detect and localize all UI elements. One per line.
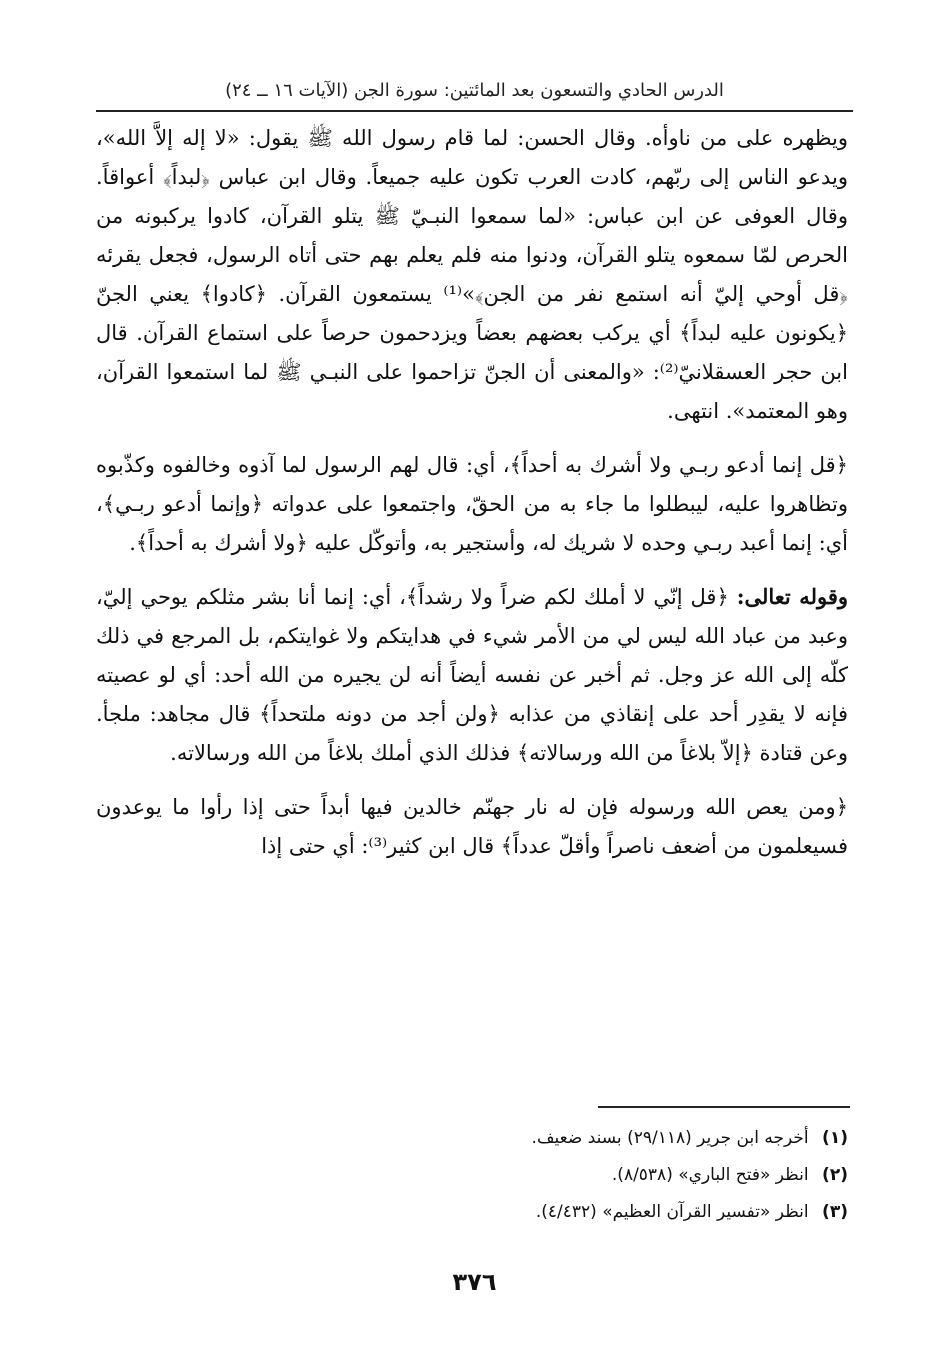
running-header: الدرس الحادي والتسعون بعد المائتين: سورة الجن (الآيات ١٦ ــ ٢٤)	[225, 80, 724, 101]
footnote-2-text: انظر «فتح الباري» (٨/٥٣٨).	[611, 1165, 809, 1185]
footnote-2-number: (٢)	[822, 1165, 848, 1185]
paragraph-3-lead: وقوله تعالى:	[736, 584, 848, 609]
paragraph-4	[96, 787, 848, 866]
footnote-1-number: (١)	[822, 1128, 848, 1148]
paragraph-3	[96, 577, 848, 773]
paragraph-2-text: ﴿قل إنما أدعو ربـي ولا أشرك به أحداً﴾، أي: قال لهم الرسول لما آذوه وخالفوه وكذّبوه وتظاهروا عليه، ليبطلوا ما جاء به من الحقّ، واجتمعوا على عدواته ﴿وإنما أدعو ربـي﴾، أي: إنما أعبد ربـي وحده لا شريك له، وأستجير به، وأتوكّل عليه ﴿ولا أشرك به أحداً﴾.	[96, 453, 848, 555]
main-text	[96, 118, 848, 866]
header-divider	[96, 110, 853, 112]
footnote-3-number: (٣)	[822, 1202, 848, 1222]
footnote-3-text: انظر «تفسير القرآن العظيم» (٤/٤٣٢).	[535, 1202, 809, 1222]
footnote-1	[96, 1120, 848, 1157]
page-number: ٣٧٦	[452, 1268, 497, 1296]
paragraph-1-text: ويظهره على من ناوأه. وقال الحسن: لما قام رسول الله ﷺ يقول: «لا إله إلاَّ الله»، ويدعو الناس إلى ربّهم، كادت العرب تكون عليه جميعاً. وقال ابن عباس ﴿لبداً﴾ أعواقاً. وقال العوفى عن ابن عباس: «لما سمعوا النبـيّ ﷺ يتلو القرآن، كادوا يركبونه من الحرص لمّا سمعوه يتلو القرآن، ودنوا منه فلم يعلم بهم حتى أتاه الرسول، فجعل يقرئه ﴿قل أوحي إليّ أنه استمع نفر من الجن﴾»⁽¹⁾ يستمعون القرآن. ﴿كادوا﴾ يعني الجنّ ﴿يكونون عليه لبداً﴾ أي يركب بعضهم بعضاً ويزدحمون حرصاً على استماع القرآن. قال ابن حجر العسقلانيّ⁽²⁾: «والمعنى أن الجنّ تزاحموا على النبـي ﷺ لما استمعوا القرآن، وهو المعتمد». انتهى.	[96, 126, 848, 423]
footnote-divider	[598, 1106, 850, 1108]
paragraph-4-text: ﴿ومن يعص الله ورسوله فإن له نار جهنّم خالدين فيها أبداً حتى إذا رأوا ما يوعدون فسيعلمون من أضعف ناصراً وأقلّ عدداً﴾ قال ابن كثير⁽³⁾: أي حتى إذا	[96, 795, 848, 858]
footnote-1-text: أخرجه ابن جرير (٢٩/١١٨) بسند ضعيف.	[531, 1128, 809, 1148]
paragraph-2	[96, 445, 848, 563]
paragraph-1	[96, 118, 848, 431]
footnotes	[96, 1120, 848, 1231]
paragraph-3-text: ﴿قل إنّي لا أملك لكم ضراً ولا رشداً﴾، أي: إنما أنا بشر مثلكم يوحي إليّ، وعبد من عباد الله ليس لي من الأمر شيء في هدايتكم ولا غوايتكم، بل المرجع في ذلك كلّه إلى الله عز وجل. ثم أخبر عن نفسه أيضاً أنه لن يجيره من الله أحد: أي لو عصيته فإنه لا يقدِر أحد على إنقاذي من عذابه ﴿ولن أجد من دونه ملتحداً﴾ قال مجاهد: ملجأ. وعن قتادة ﴿إلاّ بلاغاً من الله ورسالاته﴾ فذلك الذي أملك بلاغاً من الله ورسالاته.	[96, 585, 848, 765]
footnote-2	[96, 1157, 848, 1194]
footnote-3	[96, 1194, 848, 1231]
